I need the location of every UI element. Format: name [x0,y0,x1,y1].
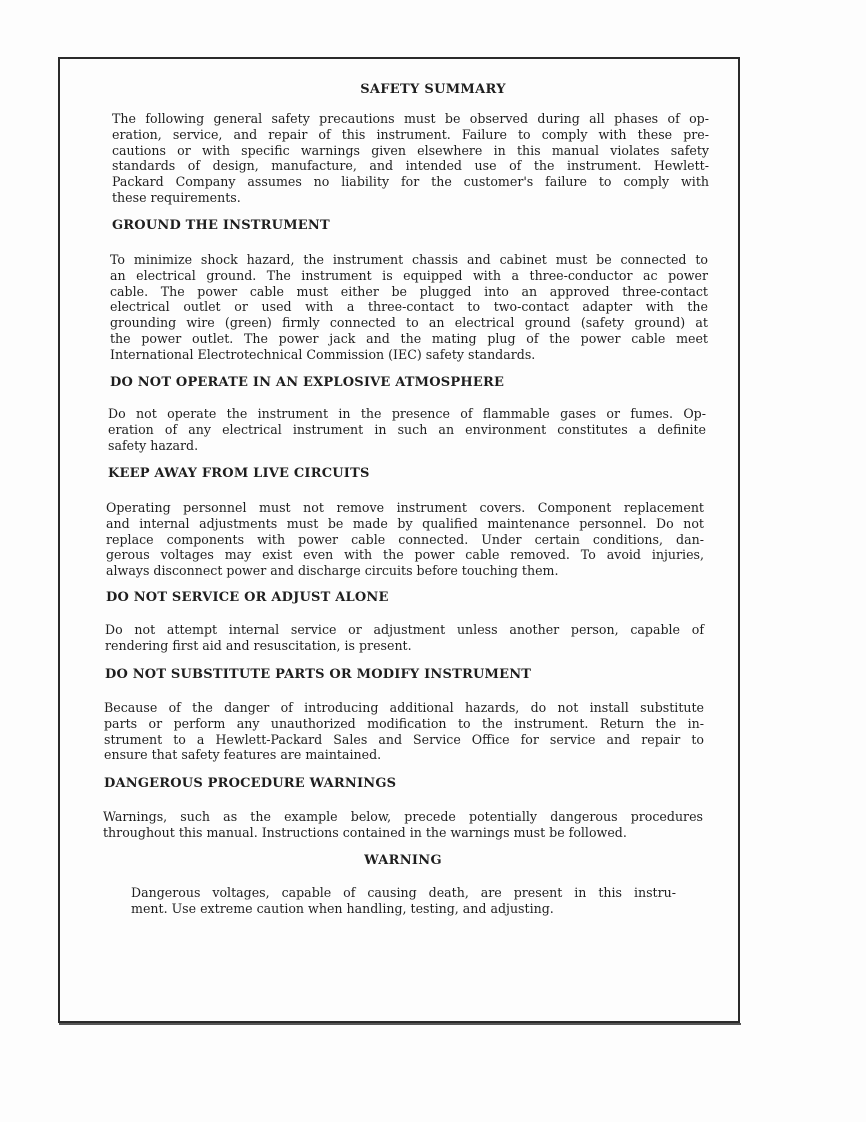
intro-line: eration, service, and repair of this instrument. Failure to comply with these pre- [112,126,709,142]
warning-heading: WARNING [364,853,442,868]
paragraph-line: cable. The power cable must either be plugged into an approved three-contact [110,283,708,299]
paragraph-service-alone [105,622,704,654]
warning-paragraph [131,885,676,917]
paragraph-line: the power outlet. The power jack and the mating plug of the power cable meet [110,330,708,346]
paragraph-line: electrical outlet or used with a three-contact to two-contact adapter with the [110,299,708,315]
heading-live-circuits: KEEP AWAY FROM LIVE CIRCUITS [108,466,370,481]
warning-line: Dangerous voltages, capable of causing death, are present in this instru- [131,885,676,900]
paragraph-line: Do not operate the instrument in the presence of flammable gases or fumes. Op- [108,406,706,421]
paragraph-line: Because of the danger of introducing additional hazards, do not install substitute [104,700,704,715]
heading-service-alone: DO NOT SERVICE OR ADJUST ALONE [106,590,389,605]
paragraph-line: International Electrotechnical Commission (IEC) safety standards. [110,346,536,362]
heading-ground-the-instrument: GROUND THE INSTRUMENT [112,218,330,233]
paragraph-line: parts or perform any unauthorized modification to the instrument. Return the in- [104,715,704,731]
heading-dangerous-procedure-warnings: DANGEROUS PROCEDURE WARNINGS [104,776,397,791]
paragraph-line: Do not attempt internal service or adjustment unless another person, capable of [105,622,704,637]
paragraph-line: gerous voltages may exist even with the power cable removed. To avoid injuries, [106,547,704,563]
paragraph-line: an electrical ground. The instrument is equipped with a three-conductor ac power [110,267,708,283]
intro-paragraph [112,111,709,206]
paragraph-line: Operating personnel must not remove instrument covers. Component replacement [106,500,704,515]
paragraph-line: rendering first aid and resuscitation, is present. [105,637,412,653]
paragraph-line: To minimize shock hazard, the instrument chassis and cabinet must be connected to [110,252,708,267]
intro-line: standards of design, manufacture, and intended use of the instrument. Hewlett- [112,158,709,174]
paragraph-line: safety hazard. [108,437,199,453]
paragraph-substitute-parts [104,700,704,763]
paragraph-live-circuits [106,500,704,579]
intro-line: The following general safety precautions must be observed during all phases of op- [112,111,709,126]
paragraph-explosive-atmosphere [108,406,706,453]
paragraph-ground-the-instrument [110,252,708,363]
page-title: SAFETY SUMMARY [360,82,506,97]
paragraph-line: replace components with power cable connected. Under certain conditions, dan- [106,531,704,547]
paragraph-line: and internal adjustments must be made by qualified maintenance personnel. Do not [106,515,704,531]
heading-explosive-atmosphere: DO NOT OPERATE IN AN EXPLOSIVE ATMOSPHERE [110,375,505,390]
paragraph-line: always disconnect power and discharge circuits before touching them. [106,563,559,579]
paragraph-line: strument to a Hewlett-Packard Sales and Service Office for service and repair to [104,731,704,747]
heading-substitute-parts: DO NOT SUBSTITUTE PARTS OR MODIFY INSTRUMENT [105,667,532,682]
paragraph-line: Warnings, such as the example below, precede potentially dangerous procedures [103,809,703,824]
intro-line: these requirements. [112,189,241,205]
paragraph-dangerous-procedure-warnings [103,809,703,841]
paragraph-line: throughout this manual. Instructions contained in the warnings must be followed. [103,824,627,840]
warning-line: ment. Use extreme caution when handling, testing, and adjusting. [131,900,554,916]
intro-line: cautions or with specific warnings given elsewhere in this manual violates safety [112,142,709,158]
paragraph-line: eration of any electrical instrument in such an environment constitutes a definite [108,421,706,437]
paragraph-line: ensure that safety features are maintained. [104,747,382,763]
intro-line: Packard Company assumes no liability for the customer's failure to comply with [112,174,709,190]
paragraph-line: grounding wire (green) firmly connected to an electrical ground (safety ground) at [110,315,708,331]
